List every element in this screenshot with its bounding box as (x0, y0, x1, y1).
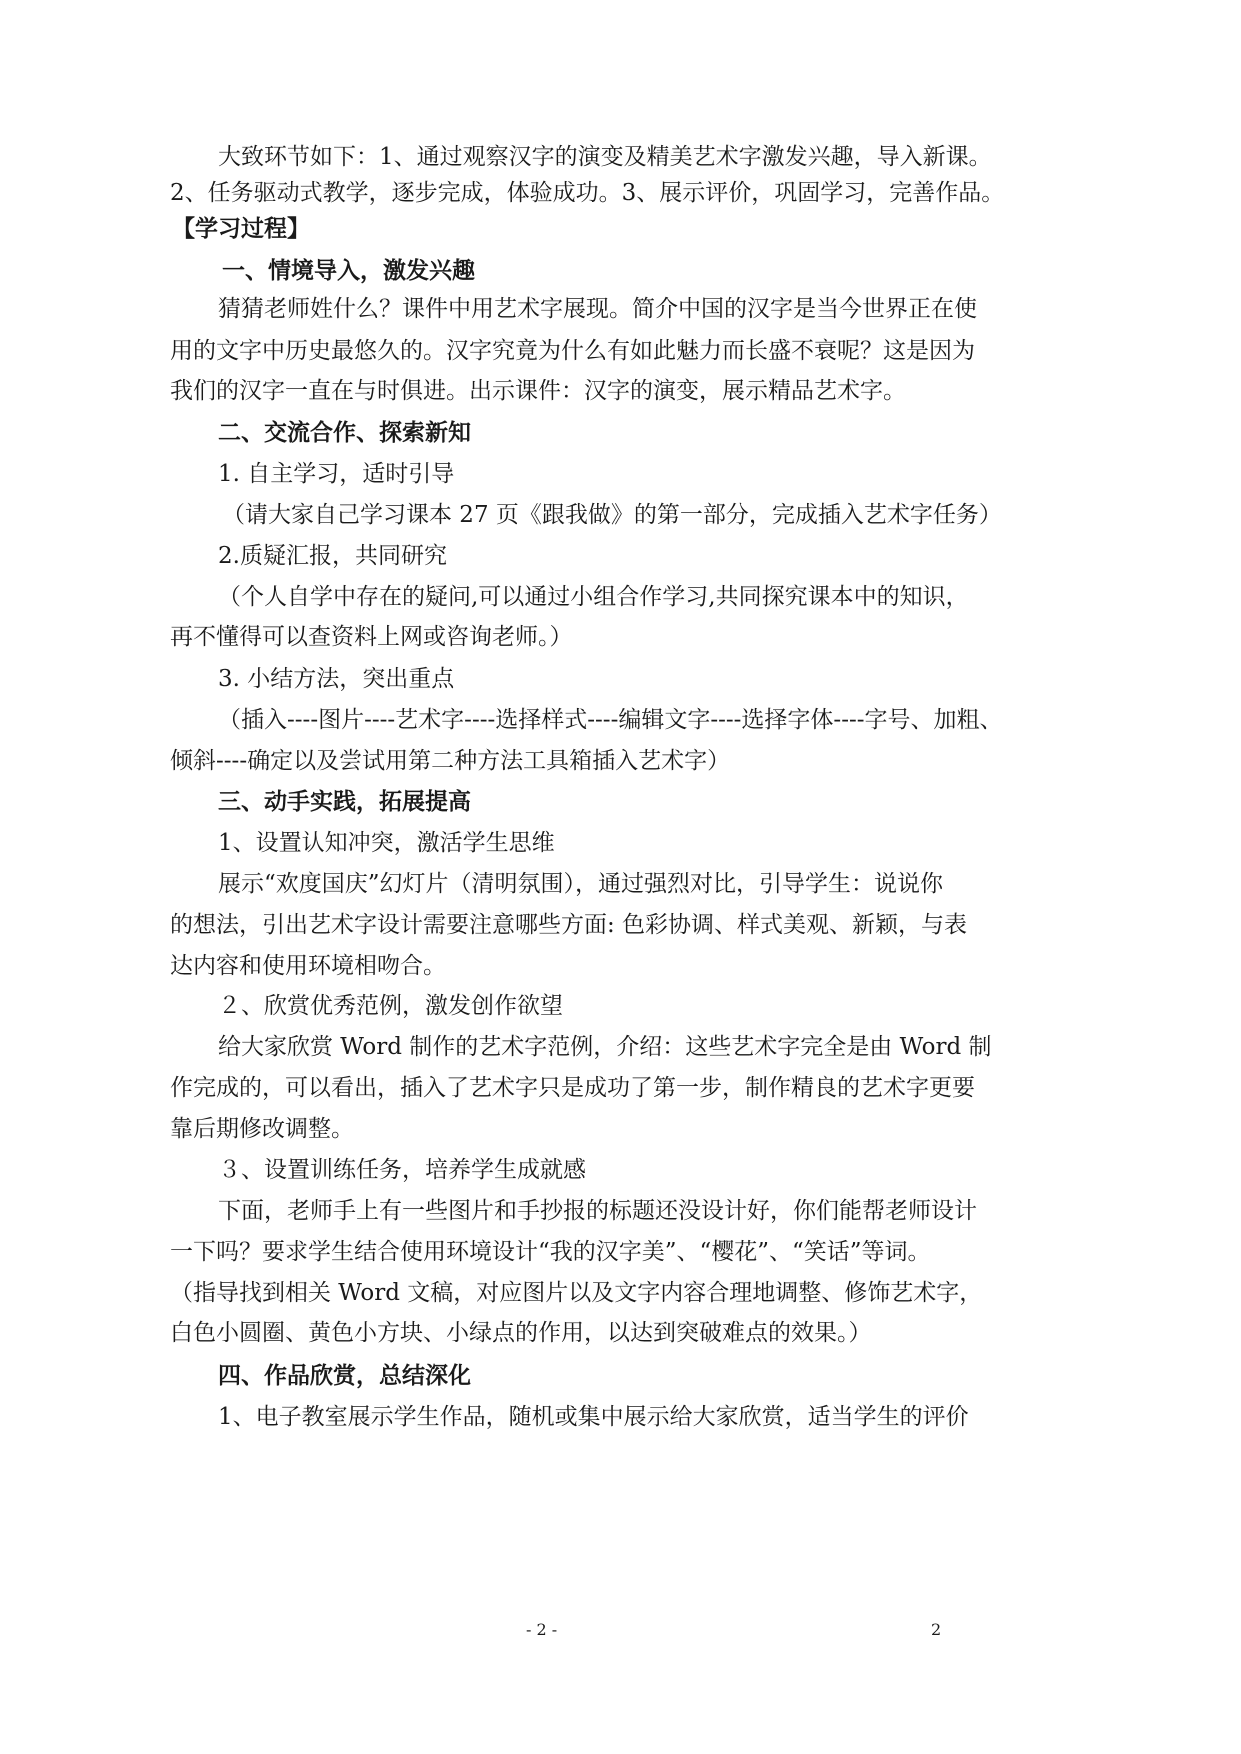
body-line: 作完成的，可以看出，插入了艺术字只是成功了第一步，制作精良的艺术字更要 (170, 1075, 975, 1101)
body-line: 猜猜老师姓什么？课件中用艺术字展现。简介中国的汉字是当今世界正在使 (218, 296, 977, 322)
section-heading: 四、作品欣赏，总结深化 (218, 1362, 471, 1389)
body-line: 白色小圆圈、黄色小方块、小绿点的作用，以达到突破难点的效果。） (170, 1320, 872, 1346)
body-line: 给大家欣赏 Word 制作的艺术字范例，介绍：这些艺术字完全是由 Word 制 (218, 1034, 992, 1060)
body-line: 靠后期修改调整。 (170, 1116, 354, 1142)
body-line: 我们的汉字一直在与时俱进。出示课件：汉字的演变，展示精品艺术字。 (170, 378, 906, 404)
body-line: 的想法，引出艺术字设计需要注意哪些方面: 色彩协调、样式美观、新颖，与表 (170, 912, 968, 938)
body-line: ３、设置训练任务，培养学生成就感 (218, 1157, 586, 1183)
body-line: （指导找到相关 Word 文稿，对应图片以及文字内容合理地调整、修饰艺术字， (170, 1280, 983, 1306)
page-number-center: - 2 - (526, 1620, 558, 1639)
body-line: 3. 小结方法，突出重点 (218, 666, 455, 692)
body-line: 大致环节如下：1、通过观察汉字的演变及精美艺术字激发兴趣，导入新课。 (218, 144, 992, 170)
section-heading: 三、动手实践，拓展提高 (218, 788, 471, 815)
section-heading: 【学习过程】 (172, 215, 310, 242)
body-line: 2.质疑汇报，共同研究 (218, 543, 447, 569)
body-line: 下面，老师手上有一些图片和手抄报的标题还没设计好，你们能帮老师设计 (218, 1198, 977, 1224)
body-line: 用的文字中历史最悠久的。汉字究竟为什么有如此魅力而长盛不衰呢？这是因为 (170, 338, 975, 364)
body-line: 一下吗？要求学生结合使用环境设计“我的汉字美”、“樱花”、“笑话”等词。 (170, 1239, 931, 1265)
page-number-right: 2 (931, 1620, 942, 1639)
body-line: （插入----图片----艺术字----选择样式----编辑文字----选择字体----字号、加粗、 (218, 707, 1003, 733)
section-heading: 二、交流合作、探索新知 (218, 419, 471, 446)
body-line: 1、设置认知冲突，激活学生思维 (218, 830, 555, 856)
body-line: 倾斜----确定以及尝试用第二种方法工具箱插入艺术字） (170, 748, 731, 774)
body-line: 展示“欢度国庆”幻灯片（清明氛围），通过强烈对比，引导学生：说说你 (218, 871, 944, 897)
body-line: 2、任务驱动式教学，逐步完成，体验成功。3、展示评价，巩固学习，完善作品。 (170, 180, 1005, 206)
body-line: （个人自学中存在的疑问,可以通过小组合作学习,共同探究课本中的知识， (218, 584, 969, 610)
body-line: （请大家自己学习课本 27 页《跟我做》的第一部分，完成插入艺术字任务） (222, 502, 1002, 528)
section-heading: 一、情境导入，激发兴趣 (222, 257, 475, 284)
body-line: 达内容和使用环境相吻合。 (170, 953, 446, 979)
body-line: ２、欣赏优秀范例，激发创作欲望 (218, 993, 563, 1019)
body-line: 再不懂得可以查资料上网或咨询老师。） (170, 624, 573, 650)
body-line: 1、电子教室展示学生作品，随机或集中展示给大家欣赏，适当学生的评价 (218, 1404, 969, 1430)
body-line: 1. 自主学习，适时引导 (218, 461, 455, 487)
